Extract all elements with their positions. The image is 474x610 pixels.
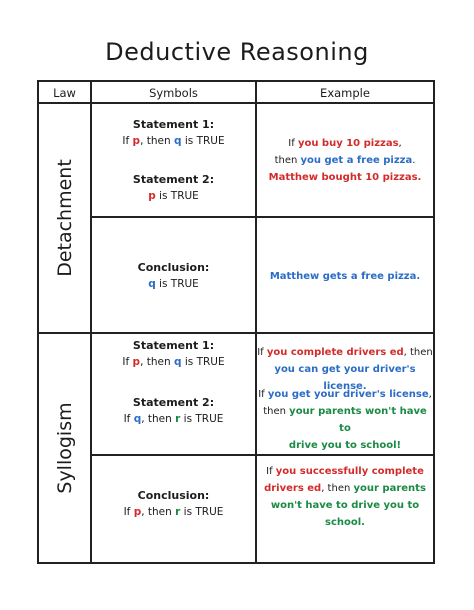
conclusion-text (92, 276, 255, 293)
conclusion-text: drive you to school! (288, 440, 402, 451)
conclusion-text: Matthew gets a free pizza. (269, 271, 421, 282)
text-true: is TRUE (155, 190, 199, 202)
conclusion-text: won't have to drive you to school. (270, 500, 420, 528)
detachment-statement2 (92, 171, 255, 205)
conclusion-text: your parents (353, 483, 426, 494)
hypothesis-text: you get your driver's license (267, 389, 429, 400)
conclusion-text: you can get your driver's license. (274, 364, 416, 392)
symbol-p: p (132, 135, 141, 147)
syllogism-example3 (257, 463, 433, 531)
symbol-q: q (173, 356, 182, 368)
detachment-example2 (257, 268, 433, 285)
hypothesis-text: you buy 10 pizzas (297, 138, 399, 149)
conclusion-text: your parents won't have to (289, 406, 427, 434)
conclusion-text (92, 504, 255, 521)
text-if: If (123, 413, 134, 425)
symbol-r: r (175, 413, 181, 425)
syllogism-conclusion (92, 487, 255, 521)
detachment-statement1 (92, 116, 255, 150)
syllogism-statement1 (92, 337, 255, 371)
symbol-q: q (148, 278, 156, 290)
text-if: If (122, 135, 133, 147)
text-if: If (288, 138, 298, 149)
law-syllogism-label: Syllogism (53, 402, 76, 494)
text-then: then (263, 406, 290, 417)
reasoning-table (37, 80, 435, 564)
statement2-heading: Statement 2: (132, 396, 215, 409)
statement2-text (92, 411, 255, 428)
law-detachment-cell (39, 104, 92, 332)
hypothesis-text: you complete drivers ed (266, 347, 404, 358)
text-then: , then (403, 347, 433, 358)
detachment-example1 (257, 135, 433, 186)
text-if: If (123, 506, 134, 518)
symbol-p: p (132, 356, 141, 368)
section-divider (39, 332, 433, 334)
text-then: then (274, 155, 301, 166)
detachment-conclusion (92, 259, 255, 293)
text-true: is TRUE (180, 506, 224, 518)
fact-text: Matthew bought 10 pizzas. (268, 172, 422, 183)
row-divider (92, 454, 433, 456)
syllogism-statement2 (92, 394, 255, 428)
text-true: is TRUE (180, 413, 224, 425)
conclusion-text: you get a free pizza (300, 155, 413, 166)
law-syllogism-cell (39, 334, 92, 562)
hypothesis-text: drivers ed (264, 483, 322, 494)
text-then: , then (141, 506, 176, 518)
hypothesis-text: you successfully complete (275, 466, 424, 477)
header-law: Law (39, 82, 92, 104)
text-if: If (258, 389, 268, 400)
punctuation: , (398, 138, 402, 149)
symbol-r: r (175, 506, 181, 518)
symbol-q: q (133, 413, 142, 425)
row-divider (92, 216, 433, 218)
text-then: , then (140, 135, 174, 147)
statement1-heading: Statement 1: (132, 339, 215, 352)
conclusion-heading: Conclusion: (137, 489, 210, 502)
conclusion-heading: Conclusion: (137, 261, 210, 274)
text-if: If (257, 347, 267, 358)
law-detachment-label: Detachment (53, 159, 76, 277)
statement2-heading: Statement 2: (132, 173, 215, 186)
symbol-q: q (173, 135, 182, 147)
statement2-text (92, 188, 255, 205)
text-if: If (266, 466, 276, 477)
page-title: Deductive Reasoning (105, 38, 369, 66)
text-then: , then (321, 483, 354, 494)
text-true: is TRUE (181, 356, 225, 368)
statement1-text (92, 133, 255, 150)
text-true: is TRUE (155, 278, 199, 290)
statement1-text (92, 354, 255, 371)
text-then: , then (140, 356, 174, 368)
text-true: is TRUE (181, 135, 225, 147)
syllogism-example2 (257, 386, 433, 454)
header-example: Example (257, 82, 433, 104)
statement1-heading: Statement 1: (132, 118, 215, 131)
header-symbols: Symbols (92, 82, 257, 104)
punctuation: . (412, 155, 416, 166)
punctuation: , (428, 389, 432, 400)
text-if: If (122, 356, 133, 368)
symbol-p: p (148, 190, 156, 202)
symbol-p: p (133, 506, 142, 518)
text-then: , then (141, 413, 176, 425)
